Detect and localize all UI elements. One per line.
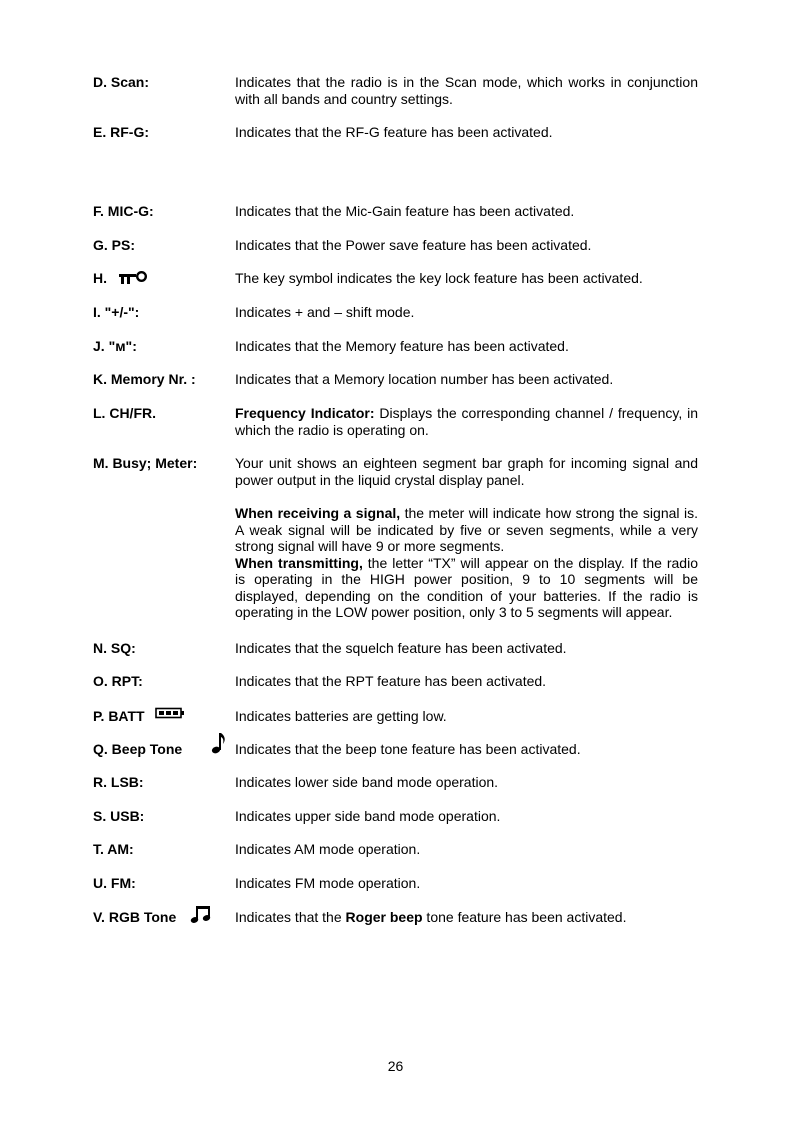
battery-icon — [155, 707, 185, 721]
meter-transmitting-term: When transmitting, — [235, 554, 363, 571]
entry-label: V. RGB Tone — [93, 909, 177, 925]
entry-description: Indicates that the Power save feature has been activated. — [235, 237, 592, 253]
entry-label: J. "м": — [93, 338, 137, 354]
page-number: 26 — [387, 1058, 404, 1074]
entry-label: P. BATT — [93, 708, 145, 724]
entry-label: F. MIC-G: — [93, 203, 154, 219]
meter-receiving-term: When receiving a signal, — [235, 505, 401, 521]
meter-details — [235, 505, 698, 621]
entry-label: U. FM: — [93, 875, 136, 891]
entry-description: Indicates that the RF-G feature has been activated. — [235, 124, 553, 140]
entry-description: Indicates lower side band mode operation. — [235, 774, 499, 790]
entry-description: Indicates that the beep tone feature has been activated. — [235, 741, 581, 757]
entry-label: H. — [93, 270, 107, 286]
meter-transmitting-text: the letter “TX” will appear on the display. If the radio is operating in the HIGH power position, 9 to 10 segments will be displayed, depending on the condition of your batteries. If the radio is operating in the LOW power position, only 3 to 5 segments will appear. — [235, 554, 698, 620]
entry-label: G. PS: — [93, 237, 136, 253]
entry-label: R. LSB: — [93, 774, 144, 790]
eighth-note-icon — [211, 731, 227, 755]
entry-description: Indicates AM mode operation. — [235, 841, 421, 857]
entry-description: Indicates FM mode operation. — [235, 875, 421, 891]
key-icon — [118, 271, 150, 285]
entry-label: I. "+/-": — [93, 304, 140, 320]
entry-label: L. CH/FR. — [93, 405, 156, 421]
meter-receiving-text: the meter will indicate how strong the signal is. A weak signal will be indicated by five or seven segments, while a very strong signal will have 9 or more segments. — [235, 505, 698, 554]
entry-description: Indicates that a Memory location number has been activated. — [235, 371, 614, 387]
entry-label: T. AM: — [93, 841, 134, 857]
entry-description: Indicates that the squelch feature has been activated. — [235, 640, 567, 656]
roger-beep-term: Roger beep — [345, 909, 423, 925]
entry-description: Indicates that the RPT feature has been activated. — [235, 673, 547, 689]
entry-description: Indicates that the Mic-Gain feature has been activated. — [235, 203, 575, 219]
frequency-indicator-term: Frequency Indicator: — [235, 405, 375, 421]
entry-label: E. RF-G: — [93, 124, 149, 140]
entry-label: Q. Beep Tone — [93, 741, 183, 757]
beamed-notes-icon — [190, 904, 214, 924]
entry-label: O. RPT: — [93, 673, 143, 689]
entry-description: Your unit shows an eighteen segment bar graph for incoming signal and power output in the liquid crystal display panel. — [235, 455, 698, 488]
roger-text-post: tone feature has been activated. — [422, 909, 627, 925]
entry-description: Indicates upper side band mode operation. — [235, 808, 501, 824]
entry-description: Indicates that the Memory feature has been activated. — [235, 338, 569, 354]
frequency-indicator-text: Displays the corresponding channel / frequency, in which the radio is operating on. — [235, 405, 699, 438]
entry-description — [235, 909, 698, 926]
entry-label: D. Scan: — [93, 74, 150, 90]
entry-label: K. Memory Nr. : — [93, 371, 196, 387]
entry-description: Indicates batteries are getting low. — [235, 708, 447, 724]
entry-label: N. SQ: — [93, 640, 136, 656]
entry-label: S. USB: — [93, 808, 145, 824]
entry-description: Indicates that the radio is in the Scan mode, which works in conjunction with all bands and country settings. — [235, 74, 698, 107]
entry-description: Indicates + and – shift mode. — [235, 304, 415, 320]
roger-text-pre: Indicates that the — [235, 909, 346, 925]
entry-label: M. Busy; Meter: — [93, 455, 198, 471]
entry-description: The key symbol indicates the key lock feature has been activated. — [235, 270, 643, 286]
entry-description — [235, 405, 698, 438]
